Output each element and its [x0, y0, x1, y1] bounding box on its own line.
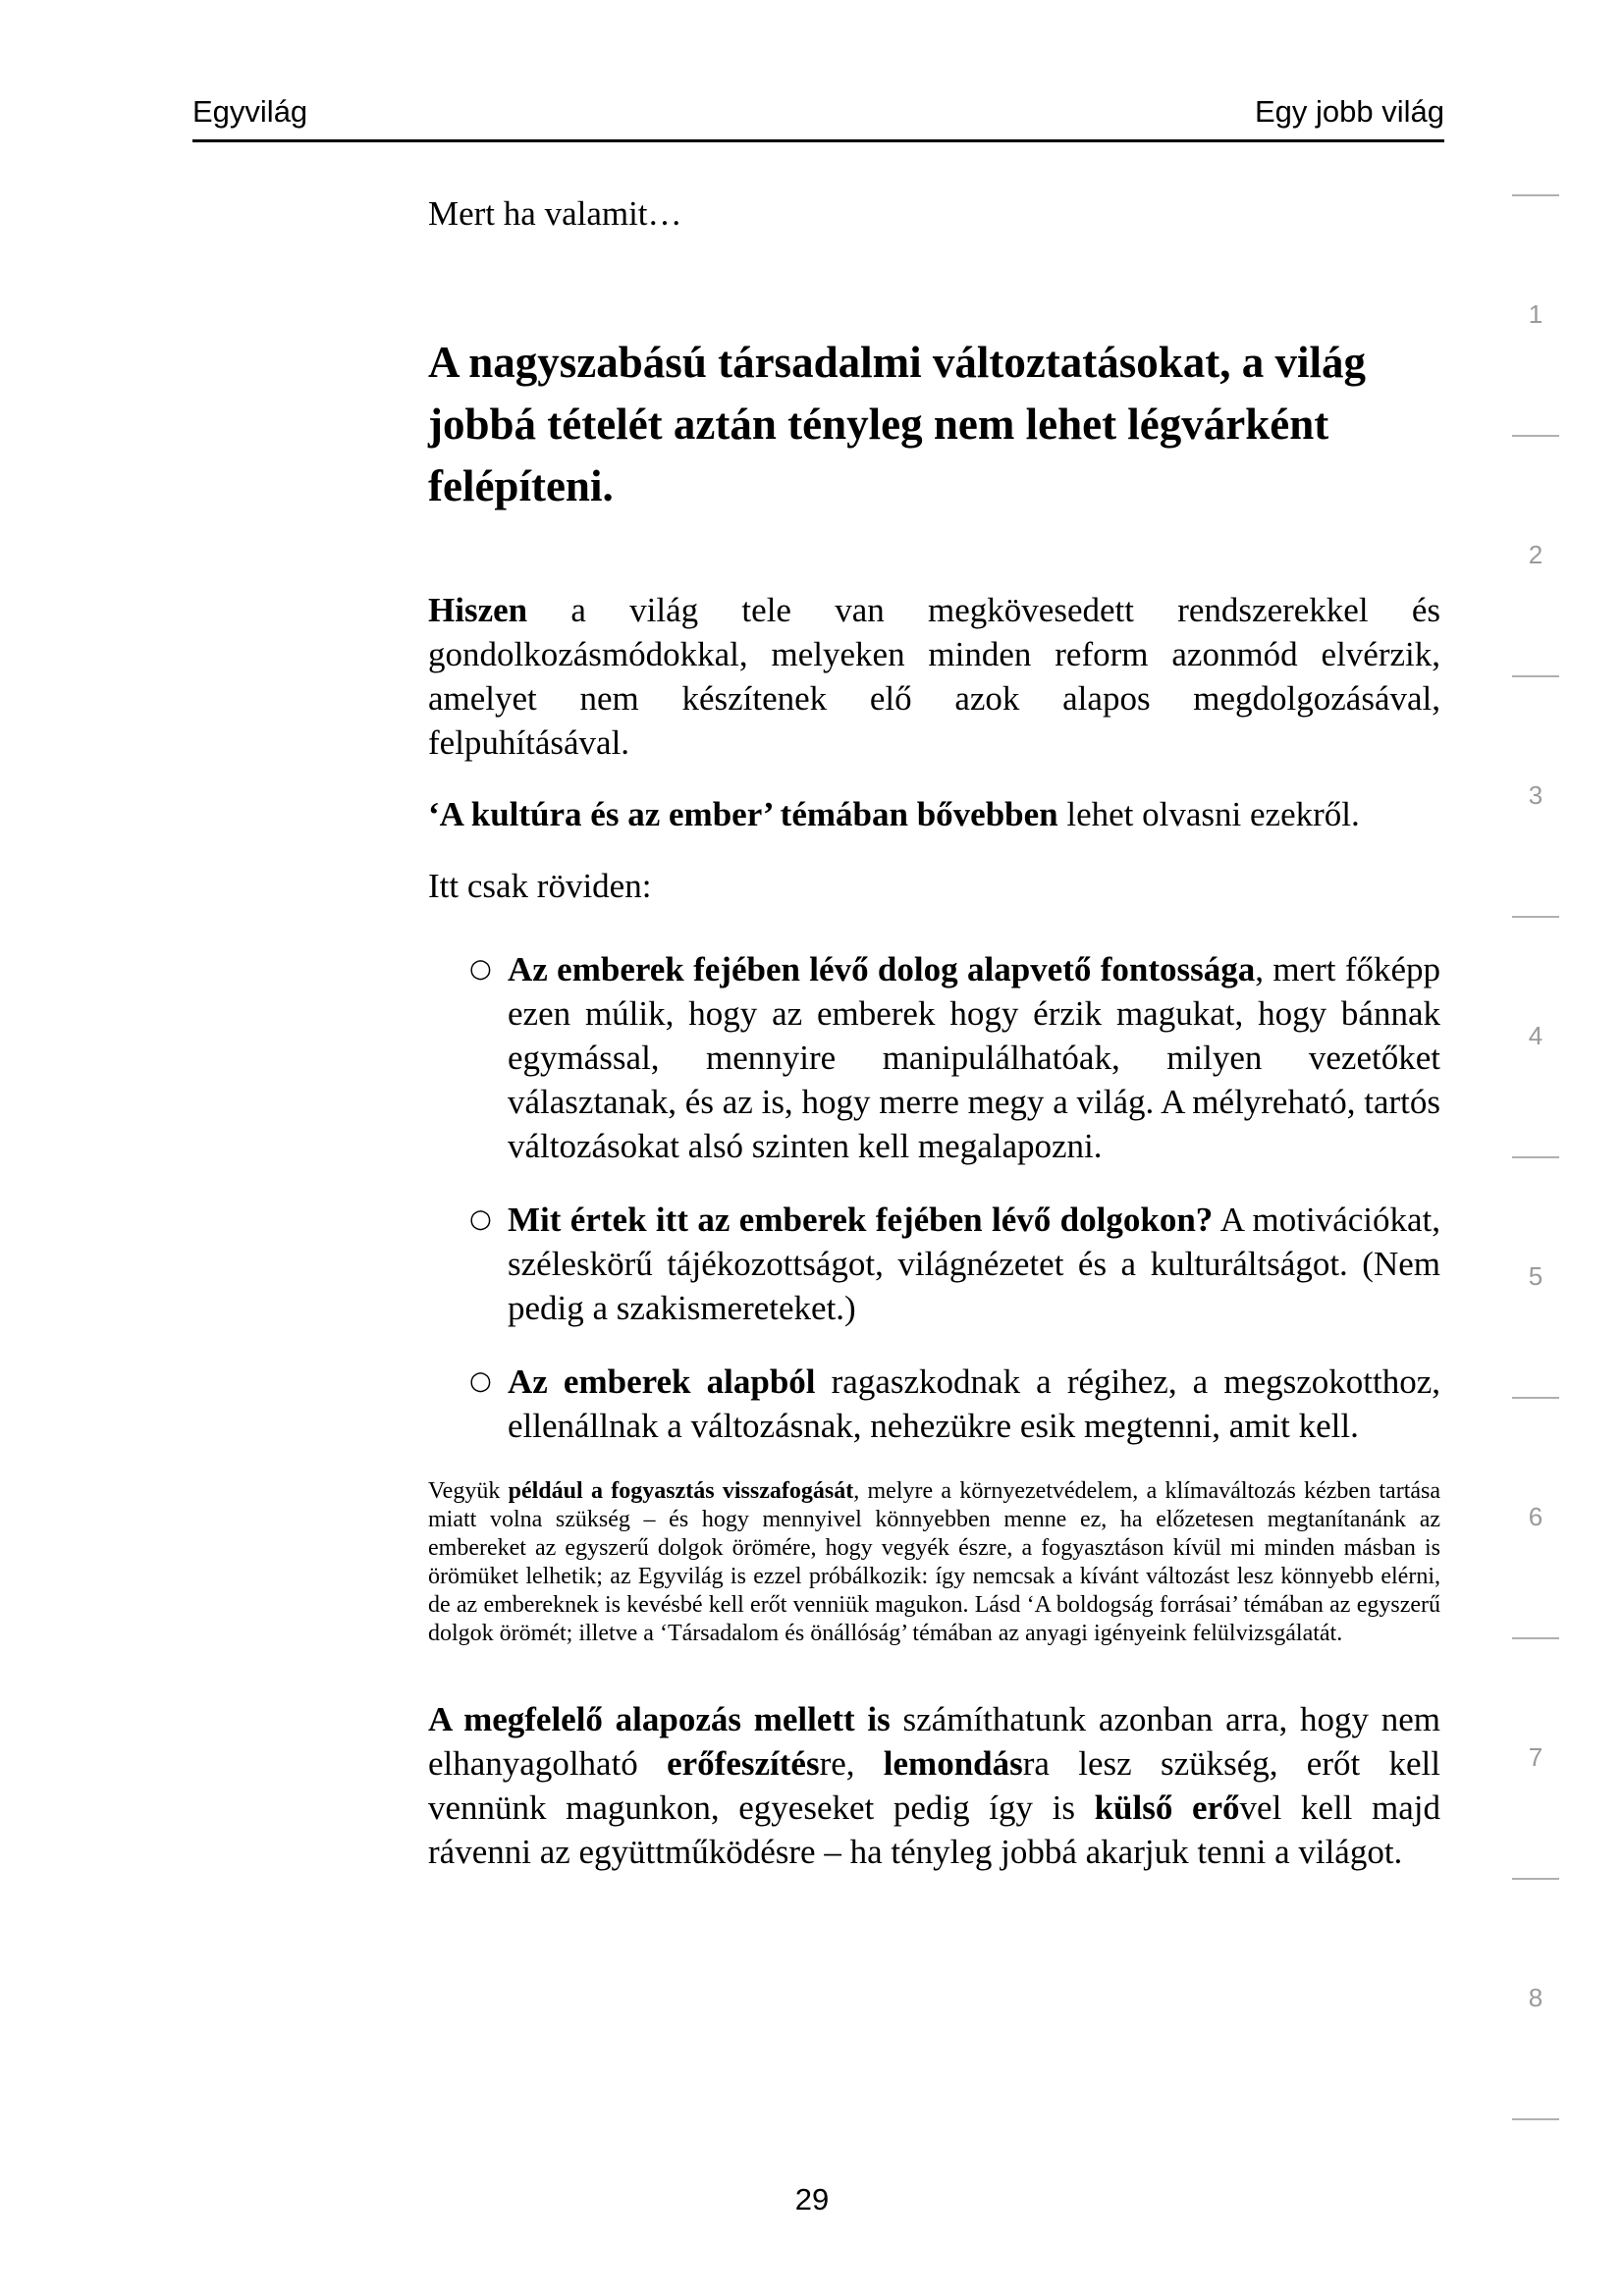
- paragraph-lead-bold: ‘A kultúra és az ember’ témában bővebben: [428, 795, 1058, 833]
- scale-number: 2: [1528, 540, 1543, 569]
- scale-tick: [1512, 1397, 1559, 1399]
- closing-text-4: vel kell majd rávenni az együttműködésre – ha tényleg jobbá akarjuk tenni a világot.: [428, 1789, 1440, 1871]
- bullet-item: [428, 947, 1440, 1168]
- scale-number: 4: [1528, 1021, 1543, 1050]
- page-body: [428, 191, 1440, 1874]
- closing-text-1: számíthatunk azonban arra, hogy nem elhanyagolható: [428, 1700, 1440, 1783]
- margin-line-scale: [1512, 0, 1559, 2296]
- header-left-title: Egyvilág: [192, 94, 308, 129]
- scale-tick: [1512, 194, 1559, 196]
- scale-tick: [1512, 1156, 1559, 1158]
- scale-number: 6: [1528, 1502, 1543, 1531]
- paragraph-text: lehet olvasni ezekről.: [1057, 795, 1360, 833]
- scale-number: 1: [1528, 299, 1543, 329]
- closing-bold-3: lemondás: [883, 1744, 1023, 1783]
- closing-bold-2: erőfeszítés: [667, 1744, 820, 1783]
- bullet-text: ragaszkodnak a régihez, a megszokotthoz, ellenállnak a változásnak, nehezükre esik megtenni, amit kell.: [508, 1362, 1440, 1445]
- page-number: 29: [794, 2182, 830, 2216]
- bullet-circle-icon: ○: [469, 954, 492, 984]
- bullet-circle-icon: ○: [469, 1204, 492, 1234]
- bullet-text: , mert főképp ezen múlik, hogy az emberek hogy érzik magukat, hogy bánnak egymással, mennyire manipulálhatóak, milyen vezetőket választanak, és az is, hogy merre megy a világ. A mélyreható, tartós változásokat alsó szinten kell megalapozni.: [508, 950, 1441, 1165]
- running-header: [192, 94, 1444, 142]
- bullet-lead-bold: Az emberek fejében lévő dolog alapvető fontossága: [508, 950, 1256, 988]
- scale-tick: [1512, 435, 1559, 437]
- small-print-paragraph: [428, 1477, 1440, 1648]
- closing-bold-1: A megfelelő alapozás mellett is: [428, 1700, 891, 1738]
- bullet-list: [428, 947, 1440, 1448]
- scale-number: 3: [1528, 780, 1543, 810]
- bullet-lead-bold: Az emberek alapból: [508, 1362, 816, 1401]
- paragraph-roviden: Itt csak röviden:: [428, 867, 652, 905]
- paragraph-hiszen: [428, 588, 1440, 765]
- header-right-title: Egy jobb világ: [1254, 94, 1444, 129]
- paragraph-lead-bold: Hiszen: [428, 591, 528, 629]
- closing-text-2: re,: [819, 1744, 884, 1783]
- scale-tick: [1512, 1637, 1559, 1639]
- scale-number: 8: [1528, 1983, 1543, 2012]
- closing-bold-4: külső erő: [1094, 1789, 1240, 1827]
- closing-text-3: ra lesz szükség, erőt kell vennünk magunkon, egyeseket pedig így is: [428, 1744, 1440, 1827]
- small-text: , melyre a környezetvédelem, a klímaváltozás kézben tartása miatt volna szükség – és hogy mennyivel könnyebben menne ez, ha előzetesen megtanítanánk az embereket az egyszerű dolgok örömére, hogy vegyék észre, a fogyasztáson kívül mi minden másban is örömüket lelhetik; az Egyvilág is ezzel próbálkozik: így nemcsak a kívánt változást lesz könnyebb elérni, de az embereknek is kevésbé kell erőt venniük magukon. Lásd ‘A boldogság forrásai’ témában az egyszerű dolgok örömét; illetve a ‘Társadalom és önállóság’ témában az anyagi igényeink felülvizsgálatát.: [428, 1478, 1441, 1646]
- paragraph-text: a világ tele van megkövesedett rendszerekkel és gondolkozásmódokkal, melyeken minden reform azonmód elvérzik, amelyet nem készítenek elő azok alapos megdolgozásával, felpuhításával.: [428, 591, 1440, 762]
- paragraph-kultura: [428, 792, 1440, 836]
- scale-tick: [1512, 675, 1559, 677]
- bullet-circle-icon: ○: [469, 1366, 492, 1396]
- intro-line: Mert ha valamit…: [428, 194, 682, 233]
- closing-paragraph: [428, 1697, 1440, 1874]
- scale-number: 5: [1528, 1261, 1543, 1291]
- small-text-pre: Vegyük: [428, 1478, 509, 1504]
- bullet-text: A motivációkat, széleskörű tájékozottságot, világnézetet és a kulturáltságot. (Nem pedig a szakismereteket.): [508, 1201, 1440, 1327]
- bullet-item: [428, 1360, 1440, 1448]
- headline: A nagyszabású társadalmi változtatásokat, a világ jobbá tételét aztán tényleg nem lehet légvárként felépíteni.: [428, 338, 1367, 510]
- scale-tick: [1512, 916, 1559, 918]
- bullet-item: [428, 1198, 1440, 1330]
- scale-number: 7: [1528, 1742, 1543, 1772]
- scale-tick: [1512, 1878, 1559, 1880]
- bullet-lead-bold: Mit értek itt az emberek fejében lévő dolgokon?: [508, 1201, 1214, 1239]
- small-text-bold: például a fogyasztás visszafogását: [508, 1478, 854, 1504]
- scale-tick: [1512, 2118, 1559, 2120]
